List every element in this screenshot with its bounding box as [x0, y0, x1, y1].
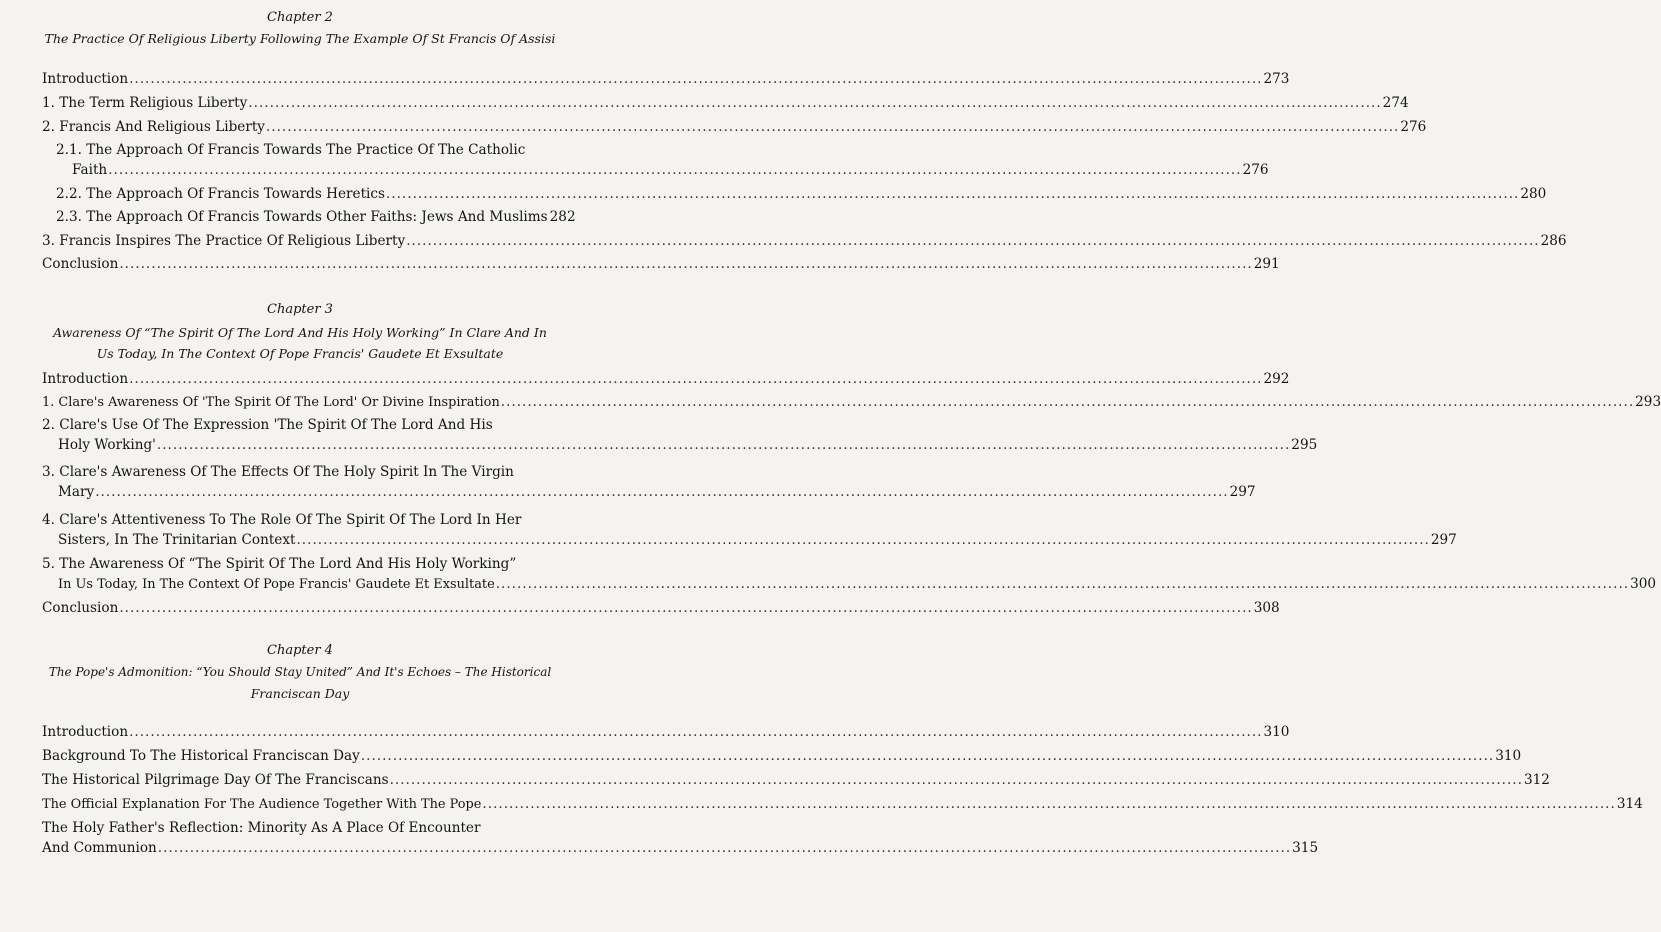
entry-label: Holy Working': [58, 437, 156, 453]
leader-dots: [496, 576, 1629, 592]
entry-label: 2. Francis And Religious Liberty: [42, 119, 265, 135]
toc-entry[interactable]: [42, 746, 1522, 766]
entry-label: Introduction: [42, 371, 129, 387]
toc-entry[interactable]: [42, 69, 1290, 89]
entry-label: Introduction: [42, 724, 129, 740]
entry-label: In Us Today, In The Context Of Pope Francis' Gaudete Et Exsultate: [58, 577, 495, 592]
entry-label: 3. Francis Inspires The Practice Of Religious Liberty: [42, 233, 406, 249]
toc-entry[interactable]: [42, 415, 1318, 455]
leader-dots: [119, 254, 1252, 274]
chapter-subtitle-line: Awareness Of “The Spirit Of The Lord And His Holy Working” In Clare And In: [53, 325, 547, 340]
page-number: 300: [1630, 576, 1657, 592]
toc-entry[interactable]: [42, 369, 1290, 389]
page-number: 280: [1520, 186, 1547, 202]
toc-entry[interactable]: [42, 554, 1657, 595]
entry-label: Conclusion: [42, 256, 119, 272]
page-number: 308: [1253, 600, 1280, 616]
leader-dots: [129, 369, 1262, 389]
entry-label: 1. Clare's Awareness Of 'The Spirit Of The Lord' Or Divine Inspiration: [42, 395, 500, 410]
entry-label: Sisters, In The Trinitarian Context: [58, 532, 296, 548]
page-number: 291: [1253, 256, 1280, 272]
leader-dots: [482, 794, 1615, 814]
chapter-subtitle: [42, 662, 558, 704]
page-number: 297: [1229, 484, 1256, 500]
leader-dots: [390, 770, 1523, 790]
leader-dots: [266, 117, 1399, 137]
toc-entry[interactable]: [42, 794, 1643, 815]
leader-dots: [95, 484, 1228, 500]
toc-entry[interactable]: [42, 722, 1290, 742]
entry-label: And Communion: [42, 840, 157, 856]
chapter-subtitle-line: The Pope's Admonition: “You Should Stay United” And It's Echoes – The Historical: [48, 665, 552, 679]
leader-dots: [158, 838, 1291, 858]
toc-entry[interactable]: [42, 510, 1457, 550]
leader-dots: [248, 93, 1381, 113]
chapter-subtitle-line: The Practice Of Religious Liberty Following The Example Of St Francis Of Assisi: [44, 31, 556, 46]
chapter-heading: Chapter 4: [267, 643, 333, 658]
page-number: 297: [1430, 532, 1457, 548]
toc-entry[interactable]: [42, 818, 1319, 858]
toc-entry[interactable]: [42, 93, 1409, 113]
page-number: 282: [549, 209, 576, 225]
page-number: 312: [1523, 772, 1550, 788]
entry-label-line1: 2. Clare's Use Of The Expression 'The Spirit Of The Lord And His: [42, 417, 493, 433]
leader-dots: [129, 722, 1262, 742]
leader-dots: [108, 162, 1241, 178]
toc-entry[interactable]: [56, 207, 576, 227]
chapter-heading: Chapter 2: [267, 10, 333, 25]
toc-entry[interactable]: [42, 231, 1567, 251]
page-number: 315: [1292, 840, 1319, 856]
page-number: 293: [1635, 394, 1661, 410]
leader-dots: [157, 437, 1290, 453]
leader-dots: [119, 598, 1252, 618]
page-number: 273: [1263, 71, 1290, 87]
chapter-subtitle-line: Franciscan Day: [250, 686, 350, 701]
toc-entry[interactable]: [56, 140, 1269, 180]
entry-label: 2.2. The Approach Of Francis Towards Heretics: [56, 186, 385, 202]
chapter-subtitle: [42, 322, 558, 364]
entry-label-line1: 2.1. The Approach Of Francis Towards The Practice Of The Catholic: [56, 142, 526, 158]
page-number: 274: [1382, 95, 1409, 111]
page-number: 310: [1495, 748, 1522, 764]
entry-label: Conclusion: [42, 600, 119, 616]
page-number: 295: [1291, 437, 1318, 453]
page-number: 286: [1540, 233, 1567, 249]
leader-dots: [501, 392, 1634, 412]
toc-entry[interactable]: [42, 254, 1280, 274]
chapter-subtitle-line: Us Today, In The Context Of Pope Francis' Gaudete Et Exsultate: [96, 346, 504, 361]
leader-dots: [129, 69, 1262, 89]
leader-dots: [296, 532, 1429, 548]
leader-dots: [361, 746, 1494, 766]
entry-label-line1: 5. The Awareness Of “The Spirit Of The Lord And His Holy Working”: [42, 556, 517, 572]
entry-label-line1: 3. Clare's Awareness Of The Effects Of The Holy Spirit In The Virgin: [42, 464, 514, 480]
entry-label: The Historical Pilgrimage Day Of The Franciscans: [42, 772, 389, 788]
toc-entry[interactable]: [42, 598, 1280, 618]
toc-entry[interactable]: [42, 392, 1661, 413]
entry-label-line1: The Holy Father's Reflection: Minority As A Place Of Encounter: [42, 820, 481, 836]
entry-label: Background To The Historical Franciscan Day: [42, 748, 360, 764]
chapter-subtitle: [42, 28, 558, 49]
entry-label: 2.3. The Approach Of Francis Towards Other Faiths: Jews And Muslims: [56, 209, 548, 225]
entry-label: Faith: [72, 162, 108, 178]
chapter-heading: Chapter 3: [267, 302, 333, 317]
entry-label: Introduction: [42, 71, 129, 87]
page-number: 314: [1616, 796, 1643, 812]
leader-dots: [386, 184, 1519, 204]
toc-entry[interactable]: [56, 184, 1547, 204]
page-number: 276: [1242, 162, 1269, 178]
entry-label: Mary: [58, 484, 95, 500]
page-number: 310: [1263, 724, 1290, 740]
leader-dots: [406, 231, 1539, 251]
toc-entry[interactable]: [42, 770, 1550, 790]
entry-label-line1: 4. Clare's Attentiveness To The Role Of The Spirit Of The Lord In Her: [42, 512, 522, 528]
toc-entry[interactable]: [42, 462, 1256, 502]
page-number: 276: [1400, 119, 1427, 135]
entry-label: The Official Explanation For The Audience Together With The Pope: [42, 797, 482, 812]
entry-label: 1. The Term Religious Liberty: [42, 95, 248, 111]
toc-entry[interactable]: [42, 117, 1427, 137]
page-number: 292: [1263, 371, 1290, 387]
